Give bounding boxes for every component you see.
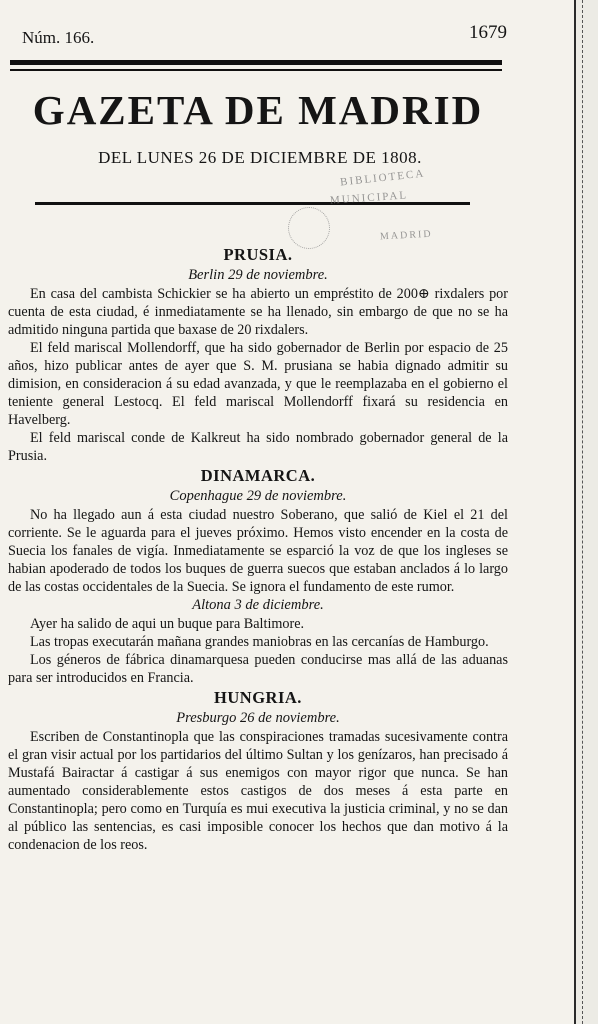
article-paragraph: En casa del cambista Schickier se ha abierto un empréstito de 200⊕ rixdalers por cuenta de esta ciudad, é inmediatamente se ha llenado, sin embargo de que no se ha admitido ninguna partida que baxase de 20 rixdalers. (8, 286, 508, 338)
article-paragraph: Los géneros de fábrica dinamarquesa pueden conducirse mas allá de las aduanas para ser introducidos en Francia. (8, 652, 508, 686)
article-paragraph: Escriben de Constantinopla que las conspiraciones tramadas sucesivamente contra el gran visir actual por los partidarios del último Sultan y los genízaros, han precisado á Mustafá Bairactar á castigar á sus enemigos con mayor rigor que nunca. Se han aumentado considerablemente estos castigos de dos meses á esta parte en Constantinopla; pero como en Turquía es mui executiva la justicia criminal, y no se dan al público las sentencias, es casi imposible conocer los hechos que dan motivo á la condenacion de los reos. (8, 729, 508, 853)
stamp-line: MUNICIPAL (329, 189, 409, 207)
dispatch-dateline: Berlin 29 de noviembre. (188, 267, 328, 283)
article-paragraph: Ayer ha salido de aqui un buque para Baltimore. (30, 616, 305, 632)
page-number: 1679 (469, 22, 507, 43)
double-rule-thin (10, 69, 502, 71)
adjacent-page-edge (574, 0, 598, 1024)
double-rule-thick (10, 60, 502, 65)
article-paragraph: El feld mariscal conde de Kalkreut ha sido nombrado gobernador general de la Prusia. (8, 430, 508, 464)
dispatch-dateline: Presburgo 26 de noviembre. (176, 710, 340, 726)
article-paragraph: Las tropas executarán mañana grandes maniobras en las cercanías de Hamburgo. (30, 634, 489, 650)
section-heading: DINAMARCA. (200, 466, 316, 485)
page-header (22, 20, 507, 50)
issue-date: DEL LUNES 26 DE DICIEMBRE DE 1808. (98, 148, 422, 167)
stamp-line: MADRID (379, 228, 433, 243)
dispatch-dateline: Copenhague 29 de noviembre. (169, 488, 347, 504)
masthead-title: GAZETA DE MADRID (32, 87, 484, 133)
section-heading: PRUSIA. (223, 245, 293, 264)
issue-number: Núm. 166. (22, 28, 95, 47)
article-paragraph: El feld mariscal Mollendorff, que ha sido gobernador de Berlin por espacio de 25 años, hizo publicar antes de ayer que S. M. prusiana se habia dignado admitir su dimision, en consideracion á su edad avanzada, y que le reemplazaba en el gobierno el teniente general Lestocq. El feld mariscal Mollendorff fixará su residencia en Havelberg. (8, 340, 508, 428)
article-paragraph: No ha llegado aun á esta ciudad nuestro Soberano, que salió de Kiel el 21 del corriente. Se le aguarda para el jueves próximo. Hemos visto encender en la costa de Suecia los fanales de vigía. Inmediatamente se esparció la voz de que los ingleses se habian apoderado de todos los buques de guerra suecos que estaban anclados á lo largo de las costas occidentales de la Suecia. Se ignora el fundamento de este rumor. (8, 507, 508, 595)
article-body (8, 244, 508, 854)
section-heading: HUNGRIA. (214, 688, 302, 707)
dispatch-dateline: Altona 3 de diciembre. (192, 597, 324, 613)
seal-icon (288, 207, 330, 249)
stamp-line: BIBLIOTECA (339, 167, 426, 189)
